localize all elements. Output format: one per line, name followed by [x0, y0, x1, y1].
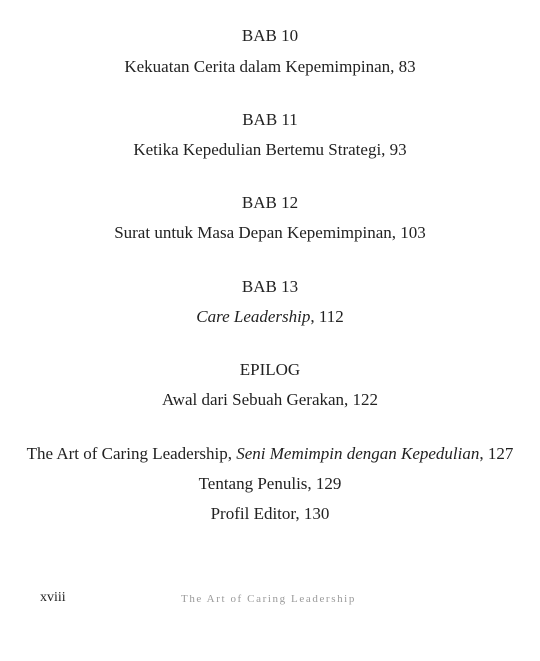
epilog-title: Awal dari Sebuah Gerakan, 122 — [161, 390, 379, 409]
chapter-11-title: Ketika Kepedulian Bertemu Strategi, 93 — [133, 140, 407, 159]
chapter-13-title — [0, 307, 540, 327]
chapter-10-label: BAB 10 — [241, 26, 299, 45]
running-title: The Art of Caring Leadership — [181, 593, 356, 605]
closing-art-italic: Seni Memimpin dengan Kepedulian — [236, 444, 480, 463]
chapter-13-title-page: , 112 — [310, 307, 344, 326]
about-author-entry: Tentang Penulis, 129 — [198, 474, 342, 493]
chapter-12-title: Surat untuk Masa Depan Kepemimpinan, 103 — [114, 223, 426, 242]
closing-art-entry — [0, 444, 540, 464]
editor-profile-entry: Profil Editor, 130 — [210, 504, 330, 523]
chapter-11-label: BAB 11 — [242, 110, 298, 129]
chapter-12-label: BAB 12 — [241, 193, 299, 212]
chapter-13-title-italic: Care Leadership — [196, 307, 311, 326]
closing-art-page: , 127 — [479, 444, 514, 463]
page-number: xviii — [40, 590, 66, 605]
chapter-13-label: BAB 13 — [241, 277, 299, 296]
closing-art-part1: The Art of Caring Leadership, — [26, 444, 237, 463]
chapter-10-title: Kekuatan Cerita dalam Kepemimpinan, 83 — [124, 57, 416, 76]
epilog-label: EPILOG — [239, 360, 301, 379]
